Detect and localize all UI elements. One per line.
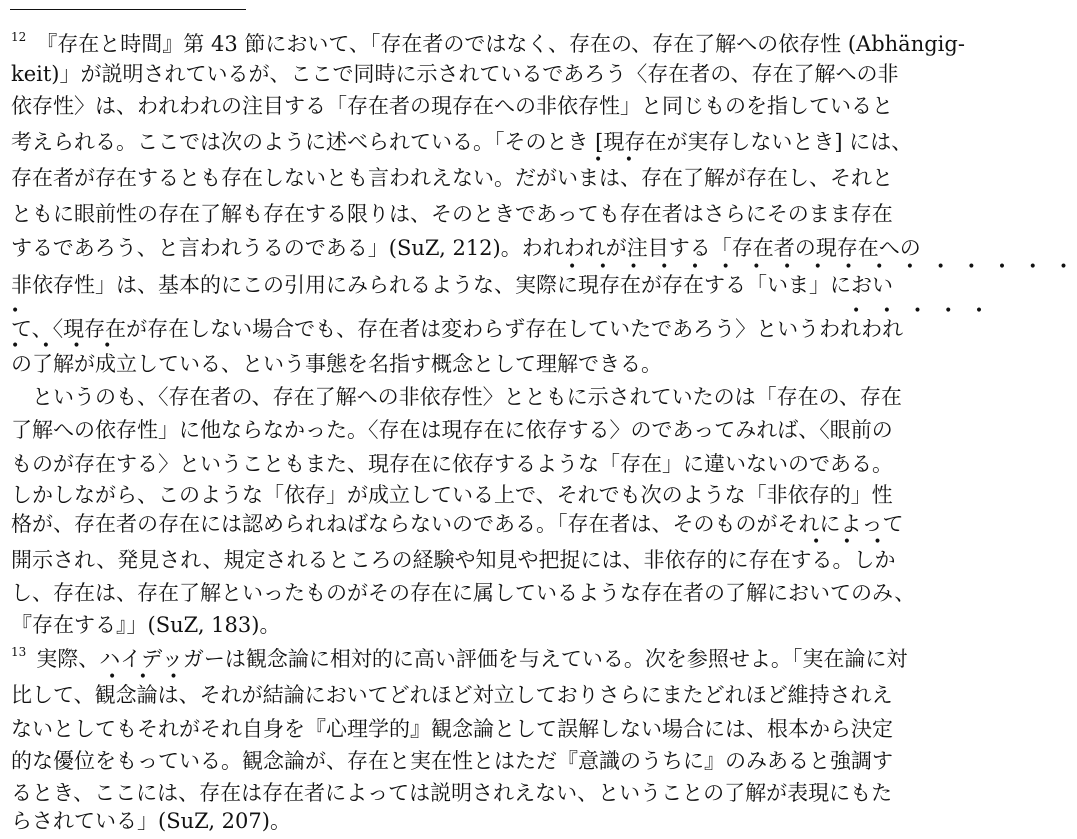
line-text: 依存性〉は、われわれの注目する「存在者の現存在への非依存性」と同じものを指していると bbox=[11, 94, 893, 118]
text-line bbox=[0, 303, 996, 344]
emphasis-dots: • • • bbox=[812, 534, 891, 550]
text-line bbox=[0, 610, 996, 640]
line-text: 考えられる。ここでは次のように述べられている。「そのとき [現存在が実存しないとき] には、 bbox=[11, 130, 913, 154]
line-text: 開示され、発見され、規定されるところの経験や知見や把捉には、非依存的に存在する。しか bbox=[11, 548, 896, 572]
line-text: 『存在と時間』第 43 節において、「存在者のではなく、存在の、存在了解への依存性 (Abhängig- bbox=[36, 32, 965, 56]
text-line bbox=[0, 806, 996, 836]
text-line bbox=[0, 578, 996, 608]
text-line bbox=[0, 127, 996, 157]
line-text: るとき、ここには、存在は存在者によっては説明されえない、ということの了解が表現にもた bbox=[11, 781, 893, 805]
text-line bbox=[0, 59, 996, 89]
text-line bbox=[0, 415, 996, 445]
line-text: の了解が成立している、という事態を名指す概念として理解できる。 bbox=[11, 352, 662, 376]
text-line bbox=[0, 259, 1077, 300]
text-line bbox=[0, 29, 996, 59]
line-text: ものが存在する〉ということもまた、現存在に依存するような「存在」に違いないのである。 bbox=[11, 452, 893, 476]
text-line bbox=[0, 714, 996, 744]
line-text: しかしながら、このような「依存」が成立している上で、それでも次のような「非依存的」性 bbox=[11, 483, 893, 507]
emphasis-dots: • • bbox=[594, 152, 642, 168]
emphasis-dots: • • • bbox=[108, 669, 187, 685]
emphasis-dots: • • • • bbox=[11, 338, 121, 354]
text-line bbox=[0, 449, 996, 479]
footnote-number: 12 bbox=[11, 30, 27, 44]
line-text: 格が、存在者の存在には認められねばならないのである。「存在者は、そのものがそれによって bbox=[11, 512, 904, 536]
emphasis-dots: • • • • • bbox=[852, 303, 993, 319]
text-line bbox=[0, 199, 996, 229]
line-text: keit)」が説明されているが、ここで同時に示されているであろう〈存在者の、存在了解への非 bbox=[11, 62, 899, 86]
line-text: らされている」(SuZ, 207)。 bbox=[11, 809, 291, 833]
text-line bbox=[0, 669, 996, 710]
line-text: 存在者が存在するとも存在しないとも言われえない。だがいまは、存在了解が存在し、それと bbox=[11, 166, 893, 190]
line-text: 『存在する』」(SuZ, 183)。 bbox=[11, 613, 281, 637]
text-line bbox=[0, 534, 996, 575]
text-line bbox=[0, 746, 996, 776]
text-line bbox=[0, 480, 996, 510]
line-text: 的な優位をもっている。観念論が、存在と実在性とはただ『意識のうちに』のみあると強調す bbox=[11, 749, 893, 773]
text-line bbox=[0, 338, 996, 379]
line-text: 非依存性」は、基本的にこの引用にみられるような、実際に現存在が存在する「いま」におい bbox=[11, 273, 893, 297]
footnote-number: 13 bbox=[11, 645, 27, 659]
text-line bbox=[0, 382, 996, 412]
line-text: するであろう、と言われうるのである」(SuZ, 212)。われわれが注目する「存在者の現存在への bbox=[11, 236, 921, 260]
line-text: ともに眼前性の存在了解も存在する限りは、そのときであっても存在者はさらにそのまま存在 bbox=[11, 202, 893, 226]
text-line bbox=[0, 152, 996, 193]
line-text: というのも、〈存在者の、存在了解への非依存性〉とともに示されていたのは「存在の、存在 bbox=[11, 385, 902, 409]
line-text: 了解への依存性」に他ならなかった。〈存在は現存在に依存する〉のであってみれば、〈眼前の bbox=[11, 418, 893, 442]
text-line bbox=[0, 91, 996, 121]
line-text: 比して、観念論は、それが結論においてどれほど対立しておりさらにまたどれほど維持されえ bbox=[11, 683, 893, 707]
line-text: ないとしてもそれがそれ自身を『心理学的』観念論として誤解しない場合には、根本から決定 bbox=[11, 717, 893, 741]
line-text: て、〈現存在が存在しない場合でも、存在者は変わらず存在していたであろう〉というわれわれ bbox=[11, 317, 904, 341]
text-line bbox=[0, 778, 996, 808]
emphasis-dots: • • • • • • • • • • • • • • • • • bbox=[568, 259, 1077, 275]
line-text: し、存在は、存在了解といったものがその存在に属しているような存在者の了解においてのみ、 bbox=[11, 581, 916, 605]
emphasis-dots: • bbox=[11, 303, 29, 319]
line-text: 実際、ハイデッガーは観念論に相対的に高い評価を与えている。次を参照せよ。「実在論に対 bbox=[36, 647, 908, 671]
